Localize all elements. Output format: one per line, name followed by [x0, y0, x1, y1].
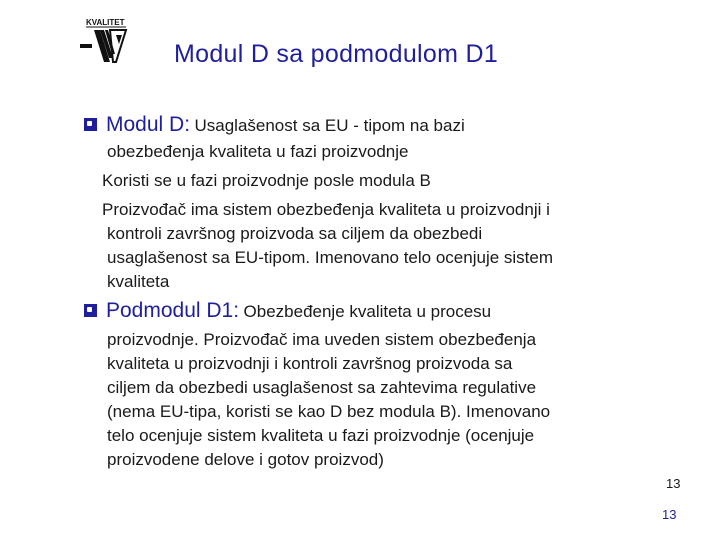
page-title: Modul D sa podmodulom D1	[174, 40, 499, 68]
section-lead: Obezbeđenje kvaliteta u procesu	[243, 302, 492, 321]
kvalitet-logo	[76, 16, 132, 68]
slide-number: 13	[662, 507, 677, 522]
body-line: proizvodene delove i gotov proizvod)	[107, 450, 384, 469]
bullet-modul-d	[84, 113, 465, 137]
section-lead: Usaglašenost sa EU - tipom na bazi	[194, 116, 465, 135]
bullet-icon	[84, 118, 97, 131]
logo-text: KVALITET	[86, 18, 125, 27]
body-line: kvaliteta u proizvodnji i kontroli završnog proizvoda sa	[107, 354, 513, 373]
body-line: obezbeđenja kvaliteta u fazi proizvodnje	[107, 142, 409, 161]
bullet-podmodul-d1	[84, 299, 491, 323]
body-line: usaglašenost sa EU-tipom. Imenovano telo ocenjuje sistem	[107, 248, 554, 267]
body-line: Proizvođač ima sistem obezbeđenja kvaliteta u proizvodnji i	[102, 200, 550, 219]
section-heading: Modul D:	[106, 113, 191, 136]
body-line: kontroli završnog proizvoda sa ciljem da obezbedi	[107, 224, 483, 243]
bullet-icon	[84, 304, 97, 317]
body-line: Koristi se u fazi proizvodnje posle modula B	[102, 171, 431, 190]
body-line: ciljem da obezbedi usaglašenost sa zahtevima regulative	[107, 378, 537, 397]
body-line: kvaliteta	[107, 272, 170, 291]
body-line: telo ocenjuje sistem kvaliteta u fazi proizvodnje (ocenjuje	[107, 426, 535, 445]
body-line: proizvodnje. Proizvođač ima uveden sistem obezbeđenja	[107, 330, 537, 349]
section-heading: Podmodul D1:	[106, 299, 240, 322]
body-line: (nema EU-tipa, koristi se kao D bez modula B). Imenovano	[107, 402, 551, 421]
page-number: 13	[666, 476, 681, 491]
